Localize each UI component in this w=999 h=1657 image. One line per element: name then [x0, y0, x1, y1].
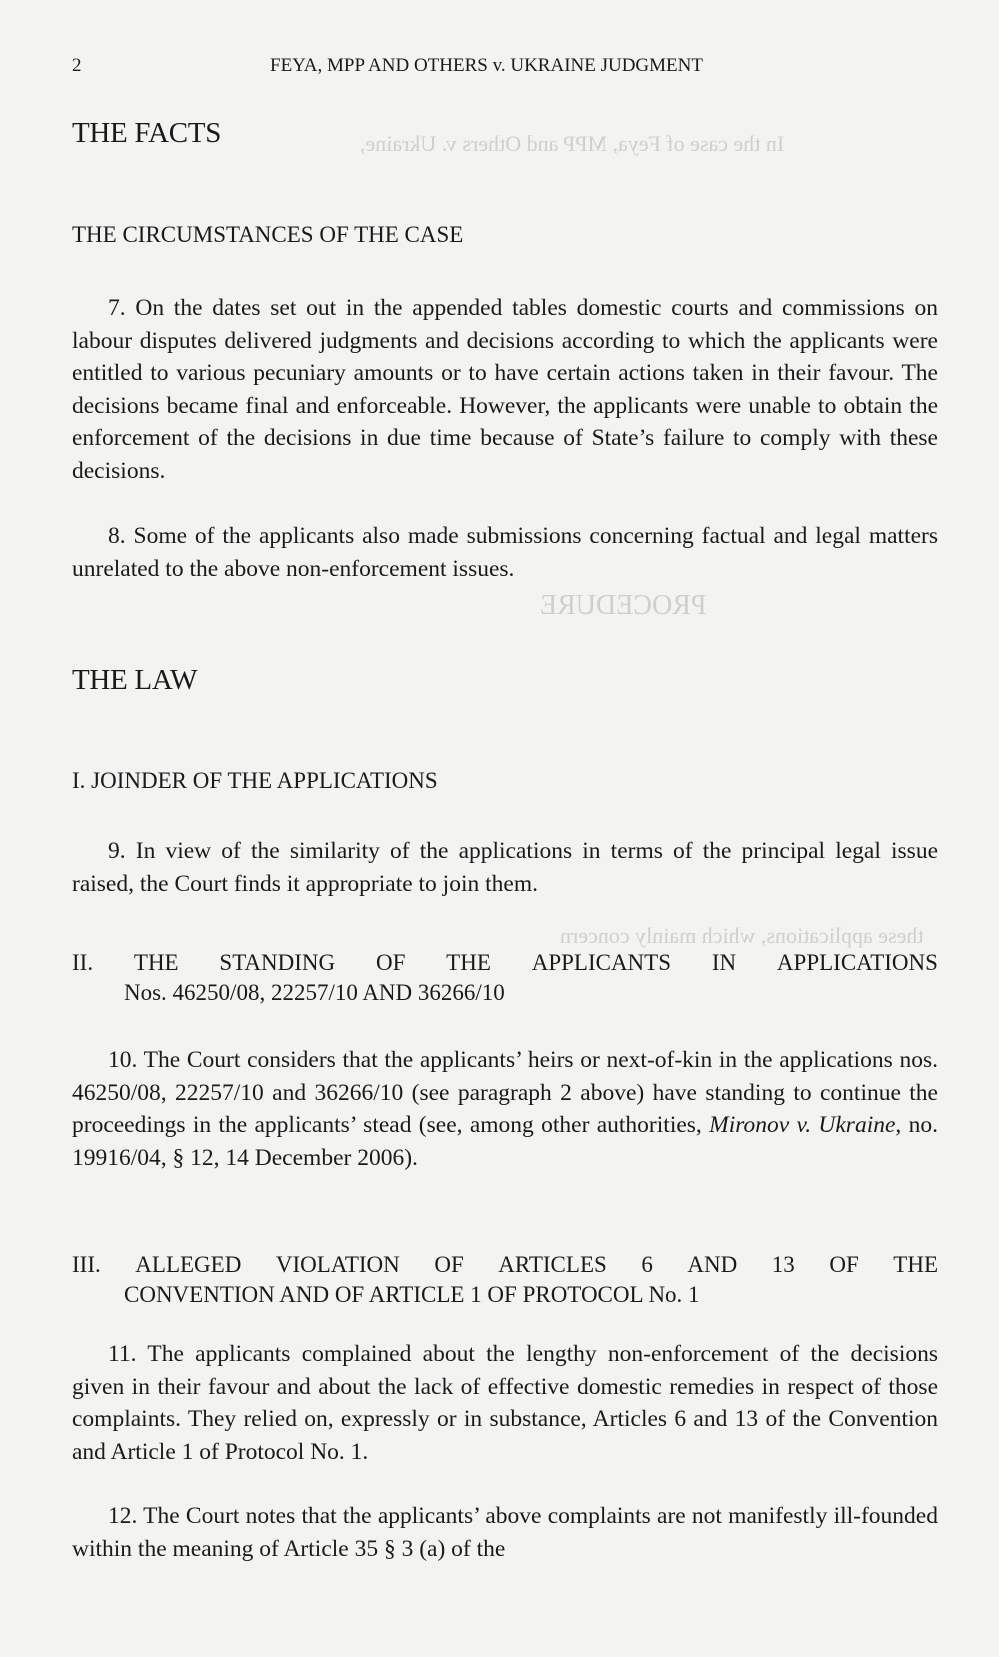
page-number: 2: [72, 55, 82, 76]
bleed-through-text: these applications, which mainly concern: [560, 923, 924, 948]
heading-word: VIOLATION: [275, 1252, 400, 1277]
case-citation: Mironov v. Ukraine: [709, 1112, 896, 1138]
heading-word: OF: [434, 1252, 464, 1277]
violation-heading-line2: CONVENTION AND OF ARTICLE 1 OF PROTOCOL No. 1: [124, 1282, 700, 1307]
circumstances-heading: THE CIRCUMSTANCES OF THE CASE: [72, 222, 464, 247]
bleed-through-text: PROCEDURE: [540, 590, 707, 621]
heading-word: OF: [375, 950, 406, 975]
section-number: II.: [72, 950, 94, 975]
heading-word: THE: [893, 1252, 938, 1277]
paragraph-11: 11. The applicants complained about the lengthy non-enforcement of the decisions given in their favour and about the lack of effective domestic remedies in respect of those complaints. They relied on, expressly or in substance, Articles 6 and 13 of the Convention and Article 1 of Protocol No. 1.: [72, 1341, 938, 1465]
violation-heading-line1: [72, 1250, 938, 1280]
law-heading: THE LAW: [72, 664, 198, 696]
running-title: FEYA, MPP AND OTHERS v. UKRAINE JUDGMENT: [270, 55, 703, 76]
heading-word: 6: [641, 1252, 653, 1277]
heading-word: IN: [711, 950, 737, 975]
standing-heading-line2: Nos. 46250/08, 22257/10 AND 36266/10: [124, 980, 505, 1005]
paragraph-12: 12. The Court notes that the applicants’ above complaints are not manifestly ill-founded within the meaning of Article 35 § 3 (a) of the: [72, 1503, 938, 1562]
standing-heading-line1: [72, 948, 938, 978]
heading-word: ARTICLES: [498, 1252, 607, 1277]
section-number: III.: [72, 1252, 101, 1277]
standing-heading: [72, 948, 938, 1008]
facts-heading: THE FACTS: [72, 117, 222, 149]
paragraph-9: 9. In view of the similarity of the applications in terms of the principal legal issue raised, the Court finds it appropriate to join them.: [72, 838, 938, 897]
heading-word: APPLICANTS: [531, 950, 672, 975]
heading-word: APPLICATIONS: [776, 950, 938, 975]
heading-word: THE: [446, 950, 491, 975]
paragraph-10-text: 10. The Court considers that the applicants’ heirs or next-of-kin in the applications nos. 46250/08, 22257/10 and 36266/10 (see paragraph 2 above) have standing to continue the proceedings in the applicants’ stead (see, among other authorities,: [72, 1047, 938, 1138]
heading-word: AND: [687, 1252, 738, 1277]
paragraph-7: 7. On the dates set out in the appended tables domestic courts and commissions on labour disputes delivered judgments and decisions according to which the applicants were entitled to various pecuniary amounts or to have certain actions taken in their favour. The decisions became final and enforceable. However, the applicants were unable to obtain the enforcement of the decisions in due time because of State’s failure to comply with these decisions.: [72, 295, 938, 484]
joinder-heading: I. JOINDER OF THE APPLICATIONS: [72, 768, 438, 793]
paragraph-10-text-end: , no. 19916/04, § 12, 14 December 2006).: [72, 1112, 938, 1171]
bleed-through-text: In the case of Feya, MPP and Others v. Ukraine,: [360, 131, 785, 156]
heading-word: THE: [133, 950, 179, 975]
page-header: [0, 55, 999, 85]
violation-heading: [72, 1250, 938, 1310]
heading-word: ALLEGED: [135, 1252, 242, 1277]
paragraph-8: 8. Some of the applicants also made submissions concerning factual and legal matters unrelated to the above non-enforcement issues.: [72, 523, 938, 582]
heading-word: STANDING: [219, 950, 336, 975]
heading-word: OF: [829, 1252, 859, 1277]
paragraph-10: [72, 1044, 938, 1174]
heading-word: 13: [771, 1252, 795, 1277]
